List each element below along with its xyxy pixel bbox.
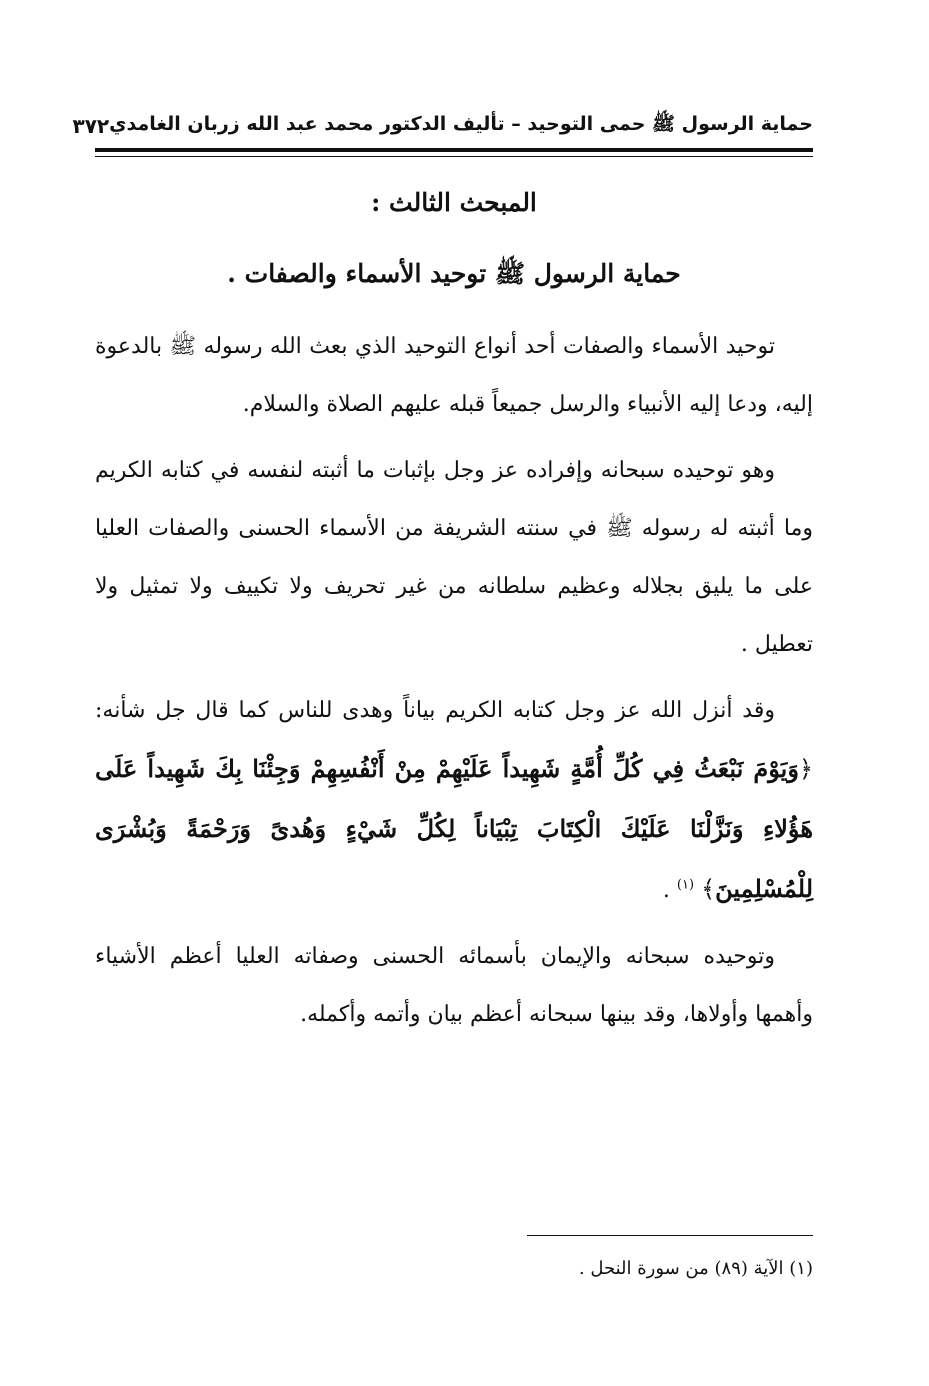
paragraph-3-intro: وقد أنزل الله عز وجل كتابه الكريم بياناً وهدى للناس كما قال جل شأنه: bbox=[95, 698, 775, 723]
footnote-reference: (١) bbox=[676, 877, 695, 893]
body-text bbox=[95, 318, 813, 1052]
paragraph-4: وتوحيده سبحانه والإيمان بأسمائه الحسنى وصفاته العليا أعظم الأشياء وأهمها وأولاها، وقد بينها سبحانه أعظم بيان وأتمه وأكمله. bbox=[95, 944, 813, 1027]
page-number: ٣٧٢ bbox=[72, 114, 110, 138]
header-rule-thin bbox=[95, 156, 813, 157]
paragraph-2: وهو توحيده سبحانه وإفراده عز وجل بإثبات ما أثبته لنفسه في كتابه الكريم وما أثبته له رسوله ﷺ في سنته الشريفة من الأسماء الحسنى والصفات العليا على ما يليق بجلاله وعظيم سلطانه من غير تحريف ولا تكييف ولا تمثيل ولا تعطيل . bbox=[95, 458, 813, 657]
header-rule-thick bbox=[95, 148, 813, 152]
paragraph-3-end: . bbox=[662, 878, 670, 903]
running-title: حماية الرسول ﷺ حمى التوحيد – تأليف الدكتور محمد عبد الله زربان الغامدي bbox=[109, 113, 813, 135]
section-title: حماية الرسول ﷺ توحيد الأسماء والصفات . bbox=[227, 259, 681, 288]
quran-verse: وَيَوْمَ نَبْعَثُ فِي كُلِّ أُمَّةٍ شَهِيداً عَلَيْهِمْ مِنْ أَنْفُسِهِمْ وَجِئْنَا بِكَ شَهِيداً عَلَى هَؤُلاءِ وَنَزَّلْنَا عَلَيْكَ الْكِتَابَ تِبْيَاناً لِكُلِّ شَيْءٍ وَهُدىً وَرَحْمَةً وَبُشْرَى لِلْمُسْلِمِينَ bbox=[95, 754, 813, 903]
section-label: المبحث الثالث : bbox=[371, 188, 537, 217]
running-header bbox=[72, 108, 813, 144]
paragraph-1: توحيد الأسماء والصفات أحد أنواع التوحيد الذي بعث الله رسوله ﷺ بالدعوة إليه، ودعا إليه الأنبياء والرسل جميعاً قبله عليهم الصلاة والسلام. bbox=[95, 334, 813, 417]
footnote-separator bbox=[527, 1235, 813, 1236]
footnote: (١) الآية (٨٩) من سورة النحل . bbox=[578, 1258, 813, 1279]
paragraph-3 bbox=[95, 682, 813, 920]
quran-open-bracket: ﴿ bbox=[798, 755, 813, 783]
quran-close-bracket: ﴾ bbox=[701, 875, 716, 903]
